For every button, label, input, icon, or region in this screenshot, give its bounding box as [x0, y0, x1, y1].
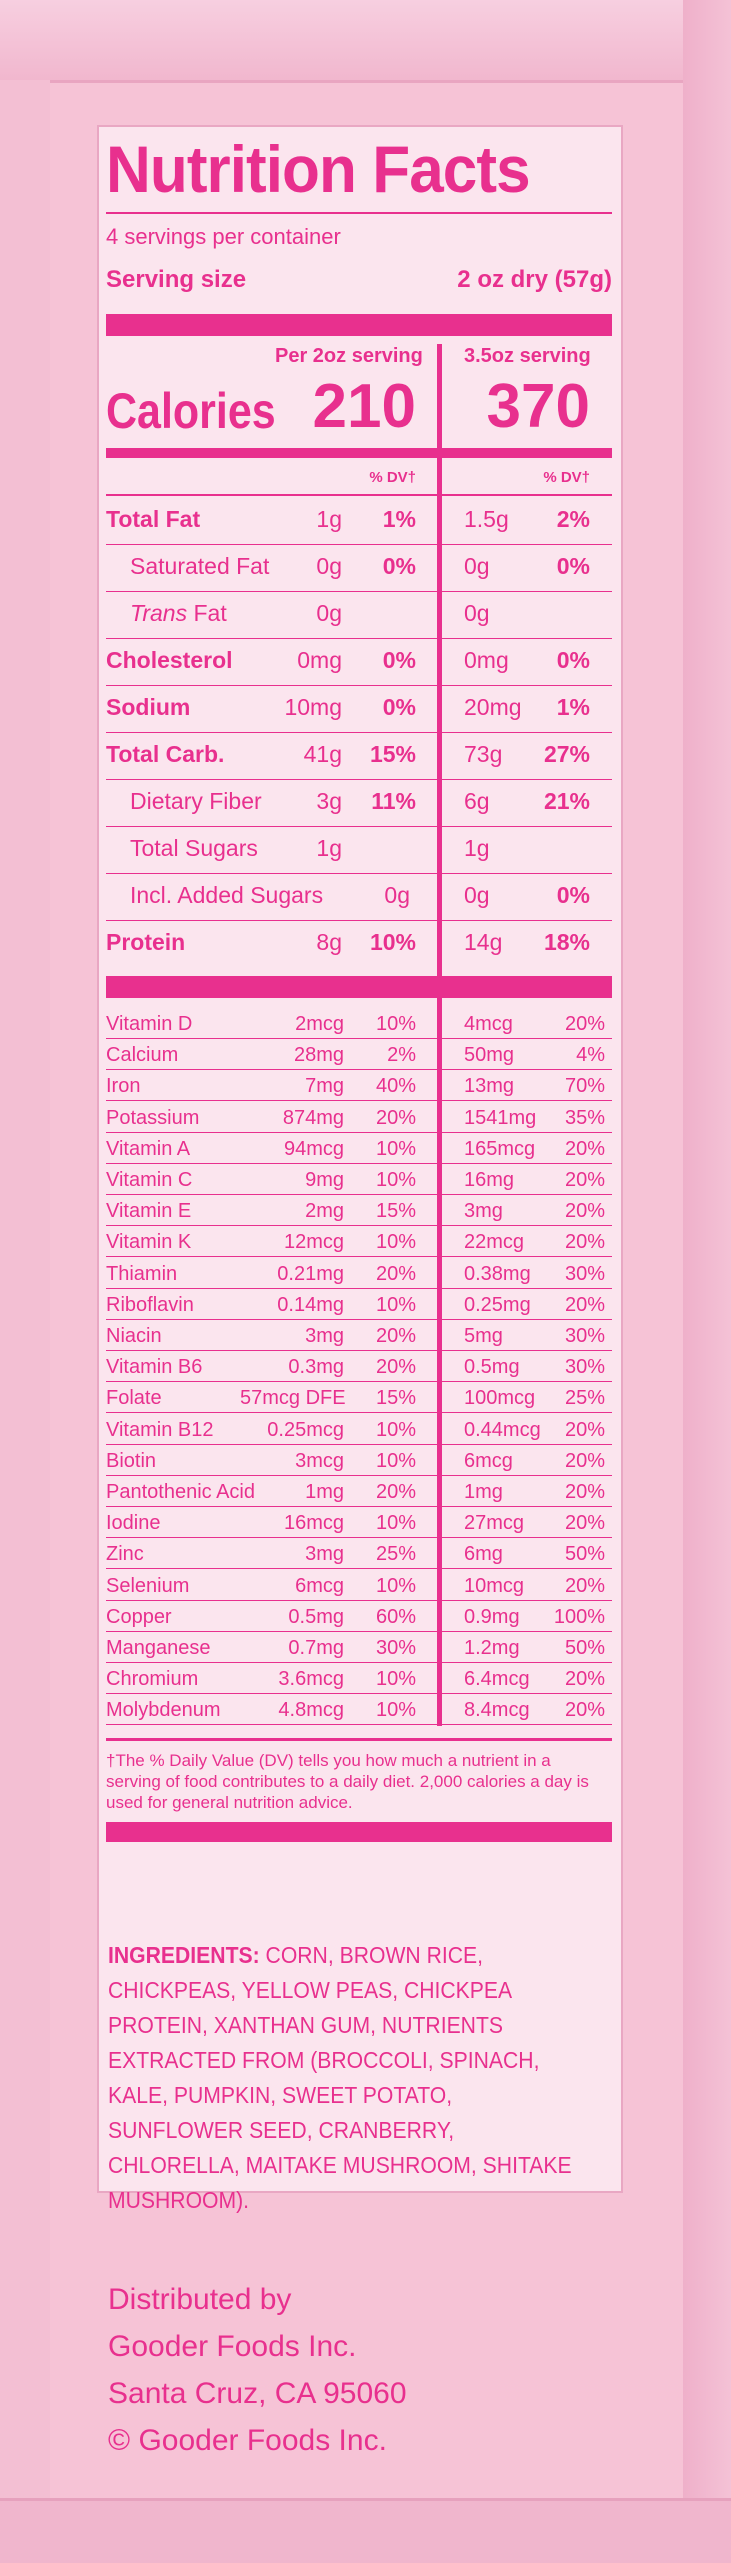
nutrient-rule	[106, 544, 612, 545]
vitamin-amount-col1: 0.25mcg	[267, 1419, 344, 1441]
vitamin-amount-col1: 9mg	[305, 1169, 344, 1191]
vitamin-amount-col1: 3.6mcg	[278, 1668, 344, 1690]
vitamin-amount-col1: 3mg	[305, 1543, 344, 1565]
vitamin-rule	[106, 1256, 612, 1257]
vitamin-name: Potassium	[106, 1107, 200, 1129]
vitamin-dv-col2: 20%	[564, 1294, 605, 1316]
vitamin-name: Selenium	[106, 1575, 190, 1597]
serving-size-label: Serving size	[106, 266, 247, 293]
vitamin-dv-col1: 25%	[375, 1543, 416, 1565]
vitamin-dv-col2: 25%	[564, 1387, 605, 1409]
vitamin-dv-col2: 70%	[564, 1075, 605, 1097]
vitamin-amount-col1: 16mcg	[283, 1512, 344, 1534]
vitamin-dv-col1: 20%	[375, 1263, 416, 1285]
vitamin-amount-col2: 1.2mg	[464, 1637, 520, 1659]
vitamin-amount-col2: 0.5mg	[464, 1356, 520, 1378]
nutrient-name: Protein	[106, 929, 186, 955]
copyright: © Gooder Foods Inc.	[108, 2424, 387, 2457]
vitamin-dv-col1: 20%	[375, 1356, 416, 1378]
vitamin-rule	[106, 1444, 612, 1445]
vitamin-dv-col1: 20%	[375, 1325, 416, 1347]
vitamin-dv-col1: 10%	[375, 1169, 416, 1191]
nutrient-dv-col2: 27%	[543, 741, 590, 767]
vitamin-dv-col1: 60%	[375, 1606, 416, 1628]
vitamin-dv-col2: 20%	[564, 1419, 605, 1441]
nutrient-dv-col1: 0%	[382, 553, 416, 579]
vitamin-rule	[106, 1662, 612, 1663]
vitamin-dv-col2: 4%	[576, 1044, 605, 1066]
vitamin-amount-col2: 0.9mg	[464, 1606, 520, 1628]
nutrient-dv-col1: 15%	[369, 741, 416, 767]
vitamin-rule	[106, 1475, 612, 1476]
vitamin-column-divider	[437, 976, 442, 1726]
vitamin-dv-col2: 20%	[564, 1013, 605, 1035]
vitamin-amount-col2: 4mcg	[464, 1013, 513, 1035]
vitamin-name: Vitamin C	[106, 1169, 193, 1191]
vitamin-name: Copper	[106, 1606, 172, 1628]
vitamin-amount-col2: 6mg	[464, 1543, 503, 1565]
nutrition-title: Nutrition Facts	[106, 132, 530, 206]
vitamin-dv-col1: 15%	[375, 1387, 416, 1409]
nutrient-name: Total Carb.	[106, 741, 225, 767]
vitamin-amount-col1: 6mcg	[295, 1575, 344, 1597]
vitamin-amount-col2: 0.44mcg	[464, 1419, 541, 1441]
nutrient-amount-col1: 3g	[316, 788, 342, 814]
box-right-edge	[683, 0, 731, 2560]
calories-col2: 370	[486, 372, 590, 441]
vitamin-name: Vitamin D	[106, 1013, 193, 1035]
vitamin-dv-col1: 10%	[375, 1294, 416, 1316]
nutrient-dv-col2: 21%	[543, 788, 590, 814]
vitamin-name: Pantothenic Acid	[106, 1481, 255, 1503]
nutrient-rule	[106, 732, 612, 733]
nutrient-name: Trans Fat	[130, 600, 227, 626]
vitamin-rule	[106, 1568, 612, 1569]
nutrient-rule	[106, 920, 612, 921]
vitamin-amount-col1: 0.3mg	[288, 1356, 344, 1378]
vitamin-amount-col1: 12mcg	[283, 1231, 344, 1253]
vitamin-dv-col1: 40%	[375, 1075, 416, 1097]
dv-footnote: †The % Daily Value (DV) tells you how much a nutrient in a serving of food contributes to a daily diet. 2,000 calories a day is used for general nutrition advice.	[106, 1751, 589, 1812]
vitamin-amount-col1: 1mg	[305, 1481, 344, 1503]
nutrient-amount-col2: 0mg	[464, 647, 509, 673]
vitamin-name: Vitamin B6	[106, 1356, 203, 1378]
footnote-rule	[106, 1738, 612, 1741]
box-bottom-flap	[0, 2498, 731, 2563]
vitamin-amount-col1: 57mcg DFE	[240, 1387, 346, 1409]
column-divider	[437, 344, 442, 984]
vitamin-amount-col1: 0.14mg	[277, 1294, 344, 1316]
nutrient-dv-col2: 2%	[556, 506, 590, 532]
vitamin-rule	[106, 1319, 612, 1320]
vitamin-rule	[106, 1288, 612, 1289]
vitamin-name: Vitamin B12	[106, 1419, 214, 1441]
vitamin-amount-col2: 5mg	[464, 1325, 503, 1347]
dv-header-col2: % DV†	[543, 469, 590, 486]
vitamin-dv-col2: 20%	[564, 1169, 605, 1191]
vitamin-dv-col2: 20%	[564, 1450, 605, 1472]
vitamin-dv-col2: 30%	[564, 1356, 605, 1378]
ingredients-text: CORN, BROWN RICE, CHICKPEAS, YELLOW PEAS, CHICKPEA PROTEIN, XANTHAN GUM, NUTRIENTS EXTRACTED FROM (BROCCOLI, SPINACH, KALE, PUMPKIN, SWEET POTATO, SUNFLOWER SEED, CRANBERRY, CHLORELLA, MAITAKE MUSHROOM, SHITAKE MUSHROOM).	[108, 1942, 572, 2213]
vitamin-dv-col1: 15%	[375, 1200, 416, 1222]
nutrient-amount-col1: 0mg	[297, 647, 342, 673]
distributor-address: Santa Cruz, CA 95060	[108, 2377, 407, 2410]
vitamin-rule	[106, 1693, 612, 1694]
vitamin-dv-col1: 10%	[375, 1013, 416, 1035]
nutrient-amount-col2: 0g	[464, 553, 490, 579]
nutrient-rule	[106, 779, 612, 780]
vitamin-dv-col2: 35%	[564, 1107, 605, 1129]
vitamin-name: Vitamin E	[106, 1200, 192, 1222]
nutrient-name: Dietary Fiber	[130, 788, 262, 814]
vitamin-rule	[106, 1132, 612, 1133]
vitamin-name: Zinc	[106, 1543, 144, 1565]
vitamin-amount-col2: 165mcg	[464, 1138, 536, 1160]
nutrient-amount-col1: 8g	[316, 929, 342, 955]
nutrient-dv-col1: 1%	[382, 506, 416, 532]
vitamin-dv-col2: 30%	[564, 1325, 605, 1347]
vitamin-name: Riboflavin	[106, 1294, 194, 1316]
vitamin-amount-col1: 0.5mg	[288, 1606, 344, 1628]
vitamin-name: Niacin	[106, 1325, 162, 1347]
vitamin-amount-col1: 94mcg	[283, 1138, 344, 1160]
vitamin-amount-col1: 2mcg	[295, 1013, 344, 1035]
vitamin-dv-col1: 10%	[375, 1450, 416, 1472]
vitamin-dv-col1: 20%	[375, 1481, 416, 1503]
vitamin-rule	[106, 1724, 612, 1725]
vitamins-thick-bar	[106, 976, 612, 998]
vitamin-amount-col2: 50mg	[464, 1044, 515, 1066]
nutrient-dv-col2: 0%	[556, 647, 590, 673]
vitamin-amount-col2: 8.4mcg	[464, 1699, 530, 1721]
vitamin-amount-col1: 874mg	[282, 1107, 344, 1129]
nutrient-amount-col1: 1g	[316, 835, 342, 861]
nutrient-rule	[106, 685, 612, 686]
nutrient-amount-col1: 41g	[303, 741, 342, 767]
vitamin-dv-col2: 100%	[553, 1606, 605, 1628]
nutrient-dv-col1: 10%	[369, 929, 416, 955]
nutrient-name: Total Sugars	[130, 835, 258, 861]
vitamin-rule	[106, 1631, 612, 1632]
vitamin-rule	[106, 1038, 612, 1039]
servings-per-container: 4 servings per container	[106, 224, 341, 249]
col2-header: 3.5oz serving	[464, 345, 591, 367]
nutrient-dv-col2: 18%	[543, 929, 590, 955]
serving-size-value: 2 oz dry (57g)	[457, 266, 612, 293]
vitamin-dv-col2: 20%	[564, 1200, 605, 1222]
vitamin-dv-col2: 20%	[564, 1512, 605, 1534]
vitamin-dv-col1: 10%	[375, 1512, 416, 1534]
vitamin-dv-col1: 10%	[375, 1138, 416, 1160]
vitamin-dv-col2: 50%	[564, 1637, 605, 1659]
nutrient-dv-col2: 0%	[556, 882, 590, 908]
vitamin-amount-col1: 4.8mcg	[278, 1699, 344, 1721]
distributor-name: Gooder Foods Inc.	[108, 2330, 357, 2363]
vitamin-rule	[106, 1350, 612, 1351]
vitamin-amount-col2: 1541mg	[464, 1107, 537, 1129]
nutrient-dv-col1: 0%	[382, 647, 416, 673]
vitamin-dv-col1: 10%	[375, 1668, 416, 1690]
vitamin-name: Thiamin	[106, 1263, 178, 1285]
vitamin-amount-col2: 100mcg	[464, 1387, 536, 1409]
vitamin-dv-col2: 20%	[564, 1138, 605, 1160]
ingredients-block	[108, 1938, 577, 2218]
nutrient-amount-col1: 0g	[384, 882, 410, 908]
vitamin-name: Iodine	[106, 1512, 161, 1534]
vitamin-dv-col2: 50%	[564, 1543, 605, 1565]
vitamin-name: Chromium	[106, 1668, 199, 1690]
calories-label: Calories	[106, 383, 276, 439]
vitamin-amount-col2: 0.25mg	[464, 1294, 531, 1316]
dv-rule	[106, 494, 612, 496]
col1-header: Per 2oz serving	[275, 345, 423, 367]
ingredients-label: INGREDIENTS:	[108, 1942, 260, 1968]
vitamin-amount-col1: 0.7mg	[288, 1637, 344, 1659]
vitamin-dv-col1: 10%	[375, 1231, 416, 1253]
nutrient-amount-col2: 0g	[464, 882, 490, 908]
nutrient-name: Incl. Added Sugars	[130, 882, 324, 908]
vitamin-dv-col2: 20%	[564, 1231, 605, 1253]
vitamin-rule	[106, 1225, 612, 1226]
title-rule	[106, 212, 612, 214]
vitamin-amount-col1: 3mg	[305, 1325, 344, 1347]
vitamin-dv-col2: 20%	[564, 1699, 605, 1721]
nutrient-amount-col1: 1g	[316, 506, 342, 532]
box-top-flap	[0, 0, 731, 83]
distributed-by: Distributed by	[108, 2283, 292, 2316]
dv-header-col1: % DV†	[369, 469, 416, 486]
nutrient-rule	[106, 826, 612, 827]
vitamin-rule	[106, 1412, 612, 1413]
nutrient-name: Saturated Fat	[130, 553, 270, 579]
nutrient-amount-col2: 0g	[464, 600, 490, 626]
nutrient-amount-col1: 0g	[316, 553, 342, 579]
vitamin-dv-col1: 20%	[375, 1107, 416, 1129]
vitamin-dv-col1: 10%	[375, 1419, 416, 1441]
nutrient-rule	[106, 591, 612, 592]
vitamin-name: Biotin	[106, 1450, 157, 1472]
vitamin-dv-col2: 20%	[564, 1575, 605, 1597]
nutrient-amount-col1: 0g	[316, 600, 342, 626]
vitamin-amount-col2: 16mg	[464, 1169, 515, 1191]
vitamin-amount-col2: 1mg	[464, 1481, 503, 1503]
vitamin-name: Iron	[106, 1075, 141, 1097]
nutrient-name: Total Fat	[106, 506, 201, 532]
vitamin-amount-col1: 0.21mg	[277, 1263, 344, 1285]
vitamin-dv-col1: 10%	[375, 1699, 416, 1721]
vitamin-rule	[106, 1069, 612, 1070]
vitamin-amount-col1: 7mg	[305, 1075, 344, 1097]
vitamin-amount-col2: 3mg	[464, 1200, 503, 1222]
vitamin-name: Folate	[106, 1387, 162, 1409]
vitamin-amount-col2: 13mg	[464, 1075, 515, 1097]
vitamin-rule	[106, 1600, 612, 1601]
vitamin-rule	[106, 1506, 612, 1507]
vitamin-dv-col2: 20%	[564, 1481, 605, 1503]
footnote-bottom-bar	[106, 1822, 612, 1842]
nutrient-dv-col1: 11%	[371, 788, 416, 814]
vitamin-name: Calcium	[106, 1044, 179, 1066]
vitamin-amount-col2: 6.4mcg	[464, 1668, 530, 1690]
vitamin-rule	[106, 1537, 612, 1538]
vitamin-amount-col1: 2mg	[305, 1200, 344, 1222]
nutrient-amount-col2: 6g	[464, 788, 490, 814]
vitamin-name: Manganese	[106, 1637, 211, 1659]
vitamin-amount-col2: 27mcg	[464, 1512, 525, 1534]
serving-thick-bar	[106, 314, 612, 336]
vitamin-dv-col1: 10%	[375, 1575, 416, 1597]
box-left-edge	[0, 80, 50, 2560]
vitamin-dv-col2: 20%	[564, 1668, 605, 1690]
vitamin-rule	[106, 1381, 612, 1382]
nutrient-dv-col1: 0%	[382, 694, 416, 720]
nutrient-rule	[106, 873, 612, 874]
calories-col1: 210	[312, 372, 416, 441]
nutrient-dv-col2: 1%	[556, 694, 590, 720]
vitamin-dv-col2: 30%	[564, 1263, 605, 1285]
vitamin-amount-col2: 0.38mg	[464, 1263, 531, 1285]
vitamin-dv-col1: 2%	[387, 1044, 416, 1066]
vitamin-dv-col1: 30%	[375, 1637, 416, 1659]
vitamin-rule	[106, 1194, 612, 1195]
vitamin-rule	[106, 1163, 612, 1164]
nutrient-amount-col2: 14g	[464, 929, 503, 955]
vitamin-name: Molybdenum	[106, 1699, 221, 1721]
nutrient-dv-col2: 0%	[556, 553, 590, 579]
vitamin-name: Vitamin K	[106, 1231, 192, 1253]
calories-thick-bar	[106, 448, 612, 458]
vitamin-amount-col2: 22mcg	[464, 1231, 525, 1253]
vitamin-amount-col1: 28mg	[293, 1044, 344, 1066]
nutrient-name: Cholesterol	[106, 647, 233, 673]
nutrient-rule	[106, 638, 612, 639]
vitamin-amount-col2: 6mcg	[464, 1450, 513, 1472]
vitamin-name: Vitamin A	[106, 1138, 191, 1160]
nutrient-amount-col2: 20mg	[464, 694, 522, 720]
nutrient-amount-col1: 10mg	[284, 694, 342, 720]
vitamin-amount-col2: 10mcg	[464, 1575, 525, 1597]
vitamin-rule	[106, 1100, 612, 1101]
nutrient-amount-col2: 1g	[464, 835, 490, 861]
nutrient-amount-col2: 1.5g	[464, 506, 509, 532]
vitamin-amount-col1: 3mcg	[295, 1450, 344, 1472]
nutrient-amount-col2: 73g	[464, 741, 503, 767]
nutrient-name: Sodium	[106, 694, 191, 720]
